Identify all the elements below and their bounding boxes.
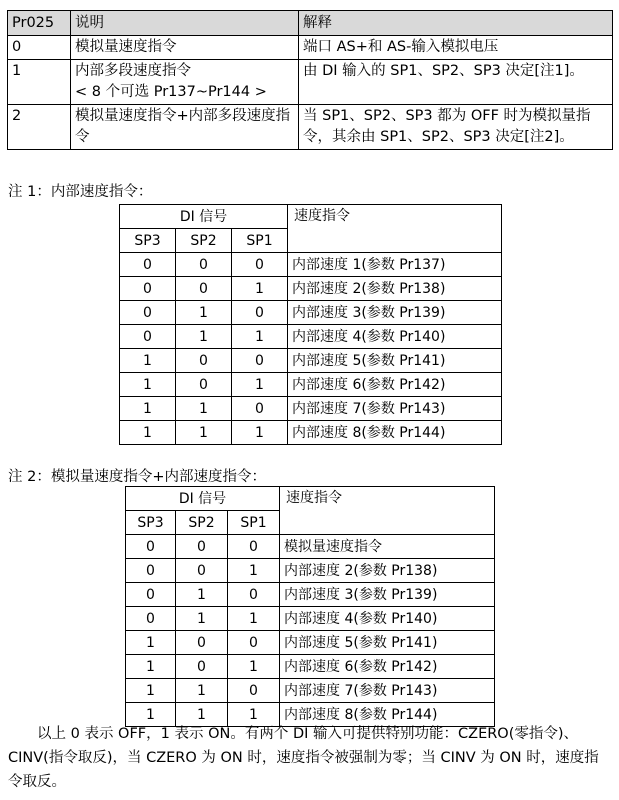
table-row <box>126 559 495 583</box>
sp3-cell: 1 <box>126 679 176 703</box>
table-row <box>126 679 495 703</box>
sp1-cell: 0 <box>228 631 280 655</box>
sp3-cell: 0 <box>120 277 176 301</box>
sp1-cell: 1 <box>232 277 288 301</box>
table-row <box>8 60 613 105</box>
pr025-table <box>7 10 613 150</box>
speed-cell: 内部速度 6(参数 Pr142) <box>280 655 495 679</box>
speed-cell: 内部速度 5(参数 Pr141) <box>280 631 495 655</box>
sp2-cell: 0 <box>176 373 232 397</box>
sp1-cell: 1 <box>232 373 288 397</box>
header-explanation: 解释 <box>299 11 613 36</box>
sp1-cell: 1 <box>228 559 280 583</box>
speed-cell: 内部速度 5(参数 Pr141) <box>288 349 502 373</box>
sp2-cell: 0 <box>176 535 228 559</box>
sp1-cell: 0 <box>232 349 288 373</box>
sp3-cell: 1 <box>126 631 176 655</box>
table-row <box>120 325 502 349</box>
sp2-cell: 1 <box>176 583 228 607</box>
row-explanation: 端口 AS+和 AS-输入模拟电压 <box>299 36 613 60</box>
sp1-cell: 0 <box>232 301 288 325</box>
sp1-header: SP1 <box>232 229 288 253</box>
sp2-header: SP2 <box>176 511 228 535</box>
sp3-cell: 0 <box>126 607 176 631</box>
sp3-cell: 1 <box>120 421 176 445</box>
sp2-cell: 1 <box>176 703 228 727</box>
sp3-cell: 1 <box>120 373 176 397</box>
speed-cell: 内部速度 8(参数 Pr144) <box>280 703 495 727</box>
sp2-cell: 0 <box>176 277 232 301</box>
table-row <box>120 421 502 445</box>
sp2-cell: 1 <box>176 421 232 445</box>
sp3-cell: 0 <box>126 559 176 583</box>
speed-cell: 内部速度 2(参数 Pr138) <box>288 277 502 301</box>
table-row <box>120 301 502 325</box>
sp3-cell: 0 <box>120 325 176 349</box>
speed-cell: 内部速度 3(参数 Pr139) <box>280 583 495 607</box>
sp2-cell: 1 <box>176 325 232 349</box>
table-row <box>126 607 495 631</box>
row-code: 2 <box>8 105 71 150</box>
sp1-cell: 0 <box>228 679 280 703</box>
table-row <box>120 277 502 301</box>
row-code: 1 <box>8 60 71 105</box>
speed-cell: 内部速度 7(参数 Pr143) <box>288 397 502 421</box>
speed-cell: 模拟量速度指令 <box>280 535 495 559</box>
header-description: 说明 <box>71 11 299 36</box>
table-header-row <box>126 487 495 511</box>
row-description: 模拟量速度指令 <box>71 36 299 60</box>
speed-cell: 内部速度 6(参数 Pr142) <box>288 373 502 397</box>
sp2-cell: 0 <box>176 655 228 679</box>
footer-paragraph <box>8 722 613 794</box>
sp3-cell: 0 <box>120 253 176 277</box>
sp2-cell: 1 <box>176 397 232 421</box>
sp1-cell: 0 <box>228 583 280 607</box>
table-header-row <box>120 205 502 229</box>
sp2-cell: 1 <box>176 301 232 325</box>
sp2-cell: 0 <box>176 559 228 583</box>
table-row <box>8 105 613 150</box>
speed-cell: 内部速度 4(参数 Pr140) <box>288 325 502 349</box>
footer-text: 以上 0 表示 OFF，1 表示 ON。有两个 DI 输入可提供特别功能：CZERO(零指令)、CINV(指令取反)，当 CZERO 为 ON 时，速度指令被强制为零；当 CINV 为 ON 时，速度指令取反。 <box>8 726 599 790</box>
sp1-header: SP1 <box>228 511 280 535</box>
speed-command-header: 速度指令 <box>280 487 495 535</box>
note1-title: 注 1：内部速度指令： <box>8 184 153 200</box>
di-signal-header: DI 信号 <box>120 205 288 229</box>
sp1-cell: 0 <box>232 253 288 277</box>
sp1-cell: 1 <box>232 421 288 445</box>
sp3-header: SP3 <box>126 511 176 535</box>
sp1-cell: 1 <box>228 703 280 727</box>
table-row <box>120 349 502 373</box>
row-code: 0 <box>8 36 71 60</box>
sp2-cell: 0 <box>176 253 232 277</box>
sp2-cell: 1 <box>176 607 228 631</box>
speed-cell: 内部速度 3(参数 Pr139) <box>288 301 502 325</box>
sp3-cell: 0 <box>126 535 176 559</box>
note2-title: 注 2：模拟量速度指令+内部速度指令： <box>8 469 266 485</box>
table-row <box>120 397 502 421</box>
table-row <box>120 253 502 277</box>
row-explanation: 由 DI 输入的 SP1、SP2、SP3 决定[注1]。 <box>299 60 613 105</box>
sp2-cell: 0 <box>176 631 228 655</box>
sp3-header: SP3 <box>120 229 176 253</box>
speed-command-header: 速度指令 <box>288 205 502 253</box>
di-signal-header: DI 信号 <box>126 487 280 511</box>
note1-table <box>119 204 502 445</box>
sp3-cell: 1 <box>126 655 176 679</box>
sp1-cell: 1 <box>228 607 280 631</box>
speed-cell: 内部速度 8(参数 Pr144) <box>288 421 502 445</box>
speed-cell: 内部速度 4(参数 Pr140) <box>280 607 495 631</box>
note2-table <box>125 486 495 727</box>
sp2-cell: 0 <box>176 349 232 373</box>
table-row <box>126 583 495 607</box>
sp3-cell: 0 <box>120 301 176 325</box>
sp3-cell: 1 <box>126 703 176 727</box>
sp3-cell: 1 <box>120 397 176 421</box>
sp2-cell: 1 <box>176 679 228 703</box>
sp3-cell: 0 <box>126 583 176 607</box>
table-row <box>126 535 495 559</box>
row-explanation: 当 SP1、SP2、SP3 都为 OFF 时为模拟量指令，其余由 SP1、SP2、SP3 决定[注2]。 <box>299 105 613 150</box>
speed-cell: 内部速度 1(参数 Pr137) <box>288 253 502 277</box>
row-description: 模拟量速度指令+内部多段速度指令 <box>71 105 299 150</box>
sp2-header: SP2 <box>176 229 232 253</box>
speed-cell: 内部速度 2(参数 Pr138) <box>280 559 495 583</box>
sp1-cell: 1 <box>228 655 280 679</box>
header-pr025: Pr025 <box>8 11 71 36</box>
sp1-cell: 1 <box>232 325 288 349</box>
speed-cell: 内部速度 7(参数 Pr143) <box>280 679 495 703</box>
sp1-cell: 0 <box>232 397 288 421</box>
table-row <box>8 36 613 60</box>
table-row <box>126 631 495 655</box>
table-row <box>120 373 502 397</box>
table-header-row <box>8 11 613 36</box>
sp3-cell: 1 <box>120 349 176 373</box>
table-row <box>126 655 495 679</box>
row-description: 内部多段速度指令 < 8 个可选 Pr137~Pr144 > <box>71 60 299 105</box>
sp1-cell: 0 <box>228 535 280 559</box>
